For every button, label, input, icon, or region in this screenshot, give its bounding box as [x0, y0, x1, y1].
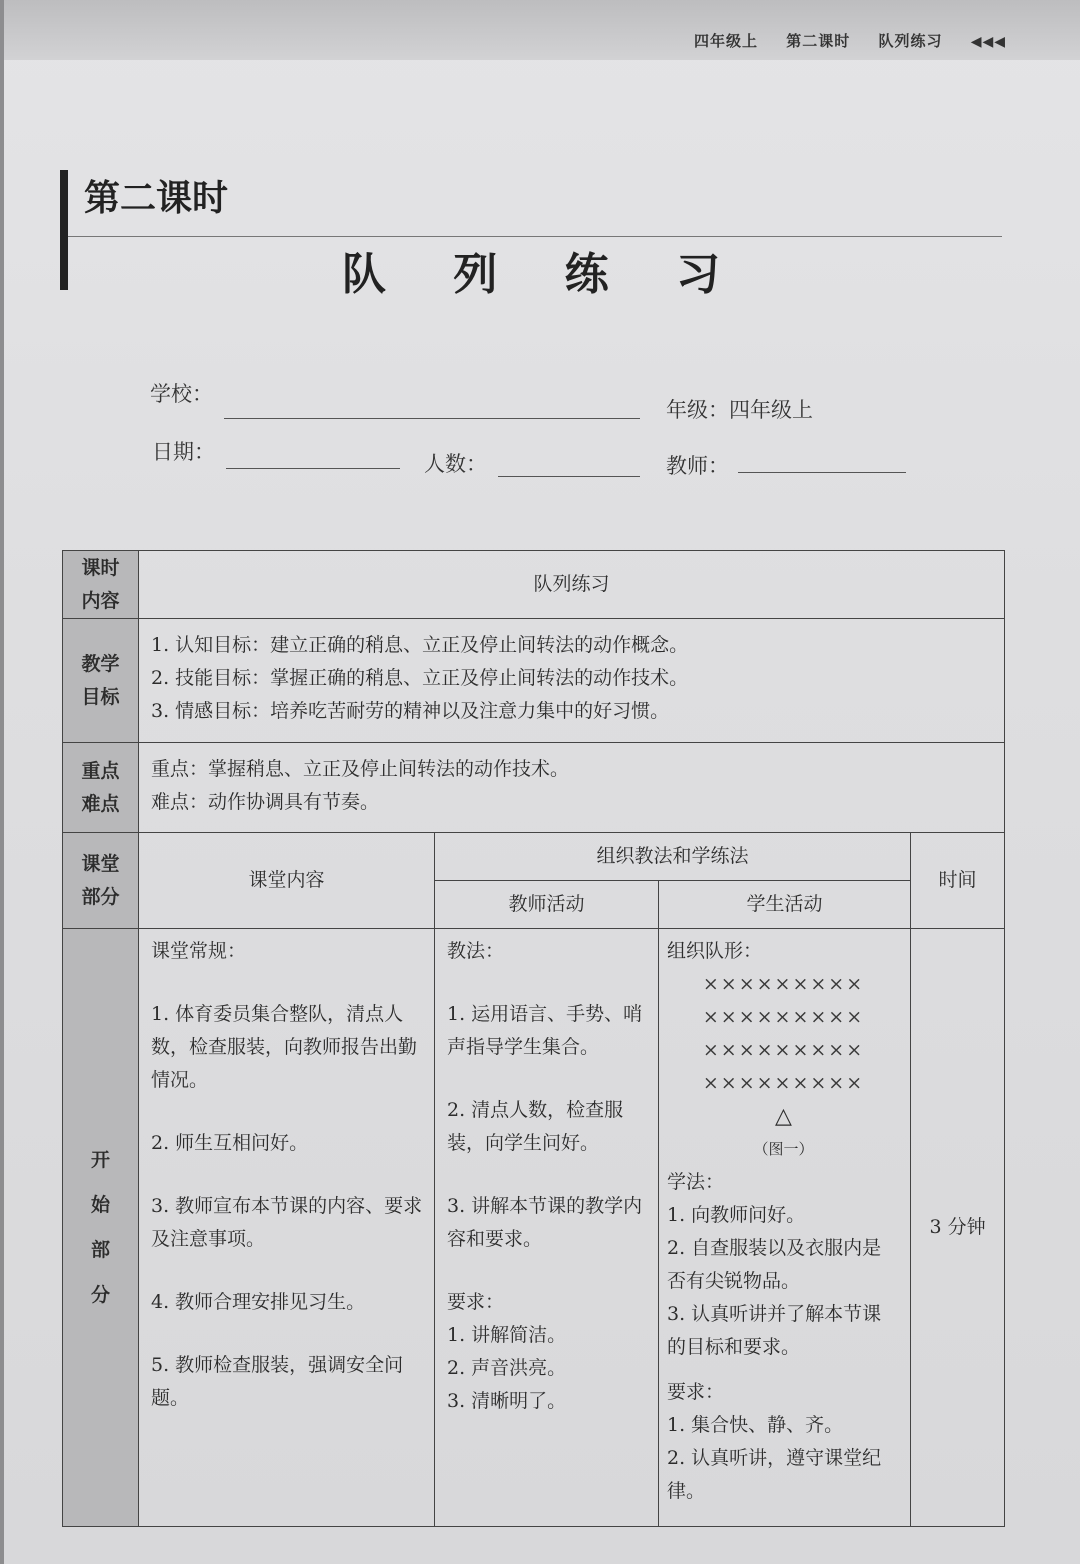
teach-item: 3. 讲解本节课的教学内容和要求。: [447, 1195, 643, 1250]
content-label: 课时 内容: [63, 551, 139, 619]
col-org-header: 组织教法和学练法: [435, 833, 911, 881]
teach-req-item: 1. 讲解简洁。: [447, 1324, 567, 1346]
school-label: 学校：: [150, 382, 213, 406]
goal-item: 3. 情感目标：培养吃苦耐劳的精神以及注意力集中的好习惯。: [151, 700, 670, 722]
study-item: 1. 向教师问好。: [667, 1204, 806, 1226]
study-title: 学法：: [667, 1171, 725, 1193]
routine-title: 课堂常规：: [151, 940, 247, 962]
lesson-plan-table: [62, 550, 1005, 1527]
routine-item: 5. 教师检查服装，强调安全问题。: [151, 1354, 404, 1409]
formation-diagram: [667, 968, 900, 1166]
col-teacher-header: 教师活动: [435, 881, 659, 929]
routine-item: 4. 教师合理安排见习生。: [151, 1291, 366, 1313]
formation-row: ×××××××××: [702, 1006, 865, 1028]
title-rule: [68, 236, 1002, 237]
count-label: 人数：: [424, 452, 487, 476]
page-title: 队 列 练 习: [342, 249, 746, 300]
study-item: 2. 自查服装以及衣服内是否有尖锐物品。: [667, 1237, 882, 1292]
goal-item: 1. 认知目标：建立正确的稍息、立正及停止间转法的动作概念。: [151, 634, 689, 656]
goals-label: 教学 目标: [63, 619, 139, 743]
teacher-label: 教师：: [666, 454, 729, 478]
teach-req-item: 3. 清晰明了。: [447, 1390, 567, 1412]
running-head-grade: 四年级上: [694, 32, 759, 50]
grade-value: 四年级上: [729, 398, 813, 422]
teach-req-title: 要求：: [447, 1291, 505, 1313]
key-points-cell: [139, 743, 1005, 833]
col-student-header: 学生活动: [659, 881, 911, 929]
student-req-item: 1. 集合快、静、齐。: [667, 1414, 844, 1436]
school-field[interactable]: [224, 418, 640, 419]
table-row: [63, 619, 1005, 743]
date-field[interactable]: [226, 468, 400, 469]
running-head-lesson: 第二课时: [786, 32, 851, 50]
time-value: 3 分钟: [929, 1216, 986, 1238]
grade-label: 年级：四年级上: [666, 398, 813, 422]
formation-row: ×××××××××: [702, 1072, 865, 1094]
routine-cell: [139, 929, 435, 1527]
student-activity-cell: [659, 929, 911, 1527]
teacher-position-icon: △: [775, 1104, 792, 1129]
teacher-field[interactable]: [738, 472, 906, 473]
routine-item: 2. 师生互相问好。: [151, 1132, 309, 1154]
part-label: 课堂 部分: [63, 833, 139, 929]
table-row: [63, 551, 1005, 619]
table-row: [63, 743, 1005, 833]
date-label: 日期：: [152, 440, 215, 464]
teach-req-item: 2. 声音洪亮。: [447, 1357, 567, 1379]
col-content-header: 课堂内容: [139, 833, 435, 929]
teach-item: 2. 清点人数，检查服装，向学生问好。: [447, 1099, 624, 1154]
study-item: 3. 认真听讲并了解本节课的目标和要求。: [667, 1303, 882, 1358]
time-cell: [911, 929, 1005, 1527]
routine-item: 1. 体育委员集合整队，清点人数，检查服装，向教师报告出勤情况。: [151, 1003, 418, 1091]
page: [4, 0, 1080, 1564]
org-title: 组织队形：: [667, 940, 763, 962]
col-time-header: 时间: [911, 833, 1005, 929]
key-label: 重点 难点: [63, 743, 139, 833]
running-head-topic: 队列练习: [878, 32, 943, 50]
content-value: 队列练习: [139, 551, 1005, 619]
student-req-item: 2. 认真听讲，遵守课堂纪律。: [667, 1447, 882, 1502]
formation-row: ×××××××××: [702, 1039, 865, 1061]
goals-cell: [139, 619, 1005, 743]
teacher-activity-cell: [435, 929, 659, 1527]
start-part-label: 开 始 部 分: [63, 929, 139, 1527]
student-req-title: 要求：: [667, 1381, 725, 1403]
teach-title: 教法：: [447, 940, 505, 962]
teach-item: 1. 运用语言、手势、哨声指导学生集合。: [447, 1003, 643, 1058]
lesson-label: 第二课时: [84, 178, 229, 219]
table-row: [63, 833, 1005, 881]
count-field[interactable]: [498, 476, 640, 477]
figure-caption: （图一）: [753, 1140, 814, 1158]
goal-item: 2. 技能目标：掌握正确的稍息、立正及停止间转法的动作技术。: [151, 667, 689, 689]
table-row: [63, 929, 1005, 1527]
difficulty-point: 难点：动作协调具有节奏。: [151, 791, 380, 813]
key-point: 重点：掌握稍息、立正及停止间转法的动作技术。: [151, 758, 570, 780]
running-head: [694, 30, 1074, 51]
routine-item: 3. 教师宣布本节课的内容、要求及注意事项。: [151, 1195, 423, 1250]
formation-row: ×××××××××: [702, 973, 865, 995]
lesson-bar: [60, 170, 68, 290]
arrows-icon: ◀◀◀: [970, 34, 1007, 50]
